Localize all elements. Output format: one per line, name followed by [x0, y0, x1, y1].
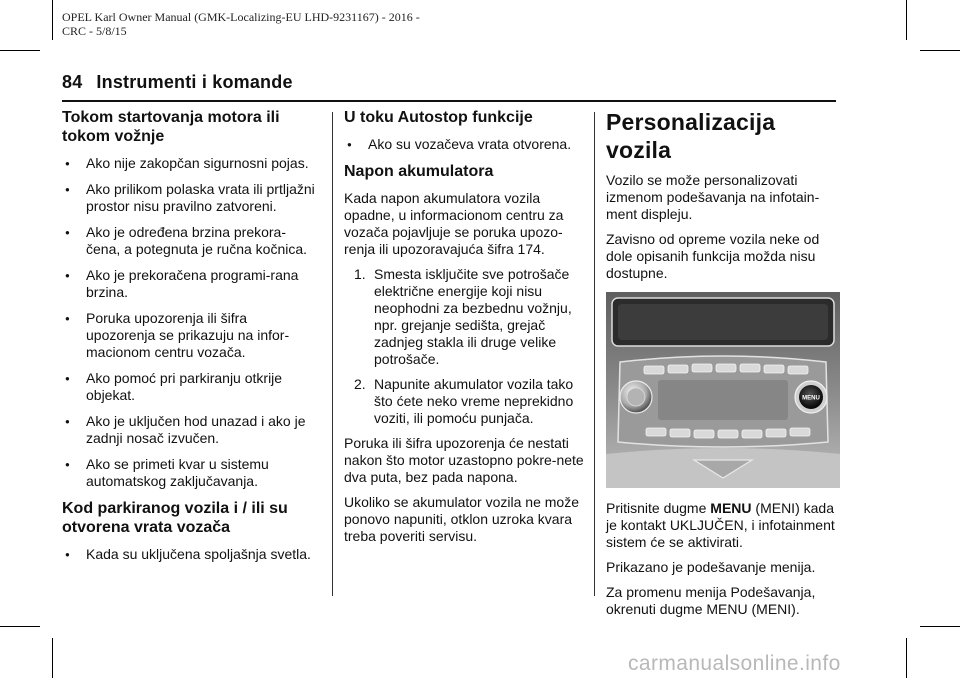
panel-button[interactable]	[644, 366, 664, 374]
page-title: Instrumenti i komande	[96, 72, 293, 92]
paragraph: Vozilo se može personalizovati izmenom podešavanja na infotain-ment displeju.	[606, 172, 820, 222]
paragraph: Poruka ili šifra upozorenja će nestati nakon što motor uzastopno pokre-nete dva puta, bez pada napona.	[344, 435, 584, 485]
paragraph-menu-button	[606, 500, 840, 551]
panel-button[interactable]	[694, 430, 714, 438]
list-item: ● Ako je prekoračena programi-rana brzina.	[62, 267, 320, 301]
list-item: ● Ako se primeti kvar u sistemu automatskog zaključavanja.	[62, 456, 320, 490]
bullet-list-startup	[62, 155, 320, 490]
text-run: Pritisnite dugme	[606, 500, 711, 516]
bullet-list-parked	[62, 546, 320, 563]
step-number: 1.	[354, 266, 366, 282]
section-title-personalization: Personalizacija vozila	[606, 109, 776, 163]
section-heading-startup: Tokom startovanja motora ili tokom vožnje	[62, 109, 280, 145]
crop-mark	[906, 0, 907, 40]
list-item: ● Kada su uključena spoljašnja svetla.	[62, 546, 320, 563]
numbered-steps	[344, 266, 584, 427]
column-divider	[332, 112, 333, 596]
menu-knob-label: MENU	[802, 395, 820, 402]
panel-button[interactable]	[692, 364, 712, 372]
section-heading-battery: Napon akumulatora	[344, 163, 494, 180]
watermark: carmanualsonline.info	[628, 652, 841, 675]
paragraph: Prikazano je podešavanje menija.	[606, 559, 816, 575]
page-number: 84	[62, 72, 83, 92]
header-line-1: OPEL Karl Owner Manual (GMK-Localizing-EU LHD-9231167) - 2016 -	[62, 10, 420, 24]
section-heading-parked: Kod parkiranog vozila i / ili su otvorena vrata vozača	[62, 500, 288, 536]
list-item: ● Ako je uključen hod unazad i ako je zadnji nosač izvučen.	[62, 413, 320, 447]
section-heading-autostop: U toku Autostop funkcije	[344, 109, 533, 126]
menu-keyword: MENU	[710, 500, 752, 516]
infotainment-panel-figure	[606, 292, 840, 488]
list-item: ● Poruka upozorenja ili šifra upozorenja se prikazuju na infor-macionom centru vozača.	[62, 310, 320, 361]
panel-button[interactable]	[764, 365, 784, 373]
step-number: 2.	[354, 376, 366, 392]
header-line-2: CRC - 5/8/15	[62, 24, 127, 38]
crop-mark	[0, 626, 40, 627]
list-item: ● Ako prilikom polaska vrata ili prtljažni prostor nisu pravilno zatvoreni.	[62, 181, 320, 215]
crop-mark	[920, 626, 960, 627]
volume-knob-cap	[627, 388, 645, 406]
panel-button[interactable]	[716, 364, 736, 372]
panel-button[interactable]	[788, 366, 808, 374]
panel-button[interactable]	[742, 430, 762, 438]
step-item	[344, 376, 584, 427]
bullet-list-autostop	[344, 136, 584, 153]
paragraph: Kada napon akumulatora vozila opadne, u informacionom centru za vozača pojavljuje se poruka upozo-renja ili upozoravajuća šifra 174.	[344, 190, 564, 257]
header-rule	[62, 100, 836, 102]
column-3	[606, 108, 840, 626]
panel-button[interactable]	[790, 428, 810, 436]
display-screen	[618, 304, 828, 340]
column-divider	[594, 112, 595, 596]
list-item: ● Ako pomoć pri parkiranju otkrije objekat.	[62, 370, 320, 404]
center-panel	[658, 380, 788, 420]
panel-button[interactable]	[646, 428, 666, 436]
paragraph: Ukoliko se akumulator vozila ne može ponovo napuniti, otklon uzroka kvara treba poveriti servisu.	[344, 494, 579, 544]
crop-mark	[906, 638, 907, 678]
list-item: ● Ako je određena brzina prekora-čena, a potegnuta je ručna kočnica.	[62, 224, 320, 258]
page-heading	[62, 72, 293, 93]
document-header	[62, 10, 622, 38]
step-text: Napunite akumulator vozila tako što ćete neko vreme neprekidno voziti, ili pomoću punjača.	[374, 376, 574, 426]
panel-button[interactable]	[670, 429, 690, 437]
column-2	[344, 108, 584, 553]
panel-button[interactable]	[668, 365, 688, 373]
text-run: (MENI) kada je kontakt UKLJUČEN, i infotainment sistem će se aktivirati.	[606, 500, 835, 550]
panel-button[interactable]	[740, 364, 760, 372]
step-text: Smesta isključite sve potrošače električne energije koji nisu neophodni za bezbednu vožnju, npr. grejanje sedišta, grejač zadnjeg stakla ili druge velike potrošače.	[374, 266, 572, 367]
crop-mark	[0, 50, 40, 51]
step-item	[344, 266, 584, 368]
list-item: ● Ako su vozačeva vrata otvorena.	[344, 136, 584, 153]
panel-button[interactable]	[718, 430, 738, 438]
paragraph: Zavisno od opreme vozila neke od dole opisanih funkcija možda nisu dostupne.	[606, 231, 820, 281]
paragraph: Za promenu menija Podešavanja, okrenuti dugme MENU (MENI).	[606, 584, 816, 617]
crop-mark	[920, 50, 960, 51]
crop-mark	[52, 0, 53, 40]
crop-mark	[52, 638, 53, 678]
column-1	[62, 108, 320, 572]
panel-button[interactable]	[766, 429, 786, 437]
list-item: ● Ako nije zakopčan sigurnosni pojas.	[62, 155, 320, 172]
